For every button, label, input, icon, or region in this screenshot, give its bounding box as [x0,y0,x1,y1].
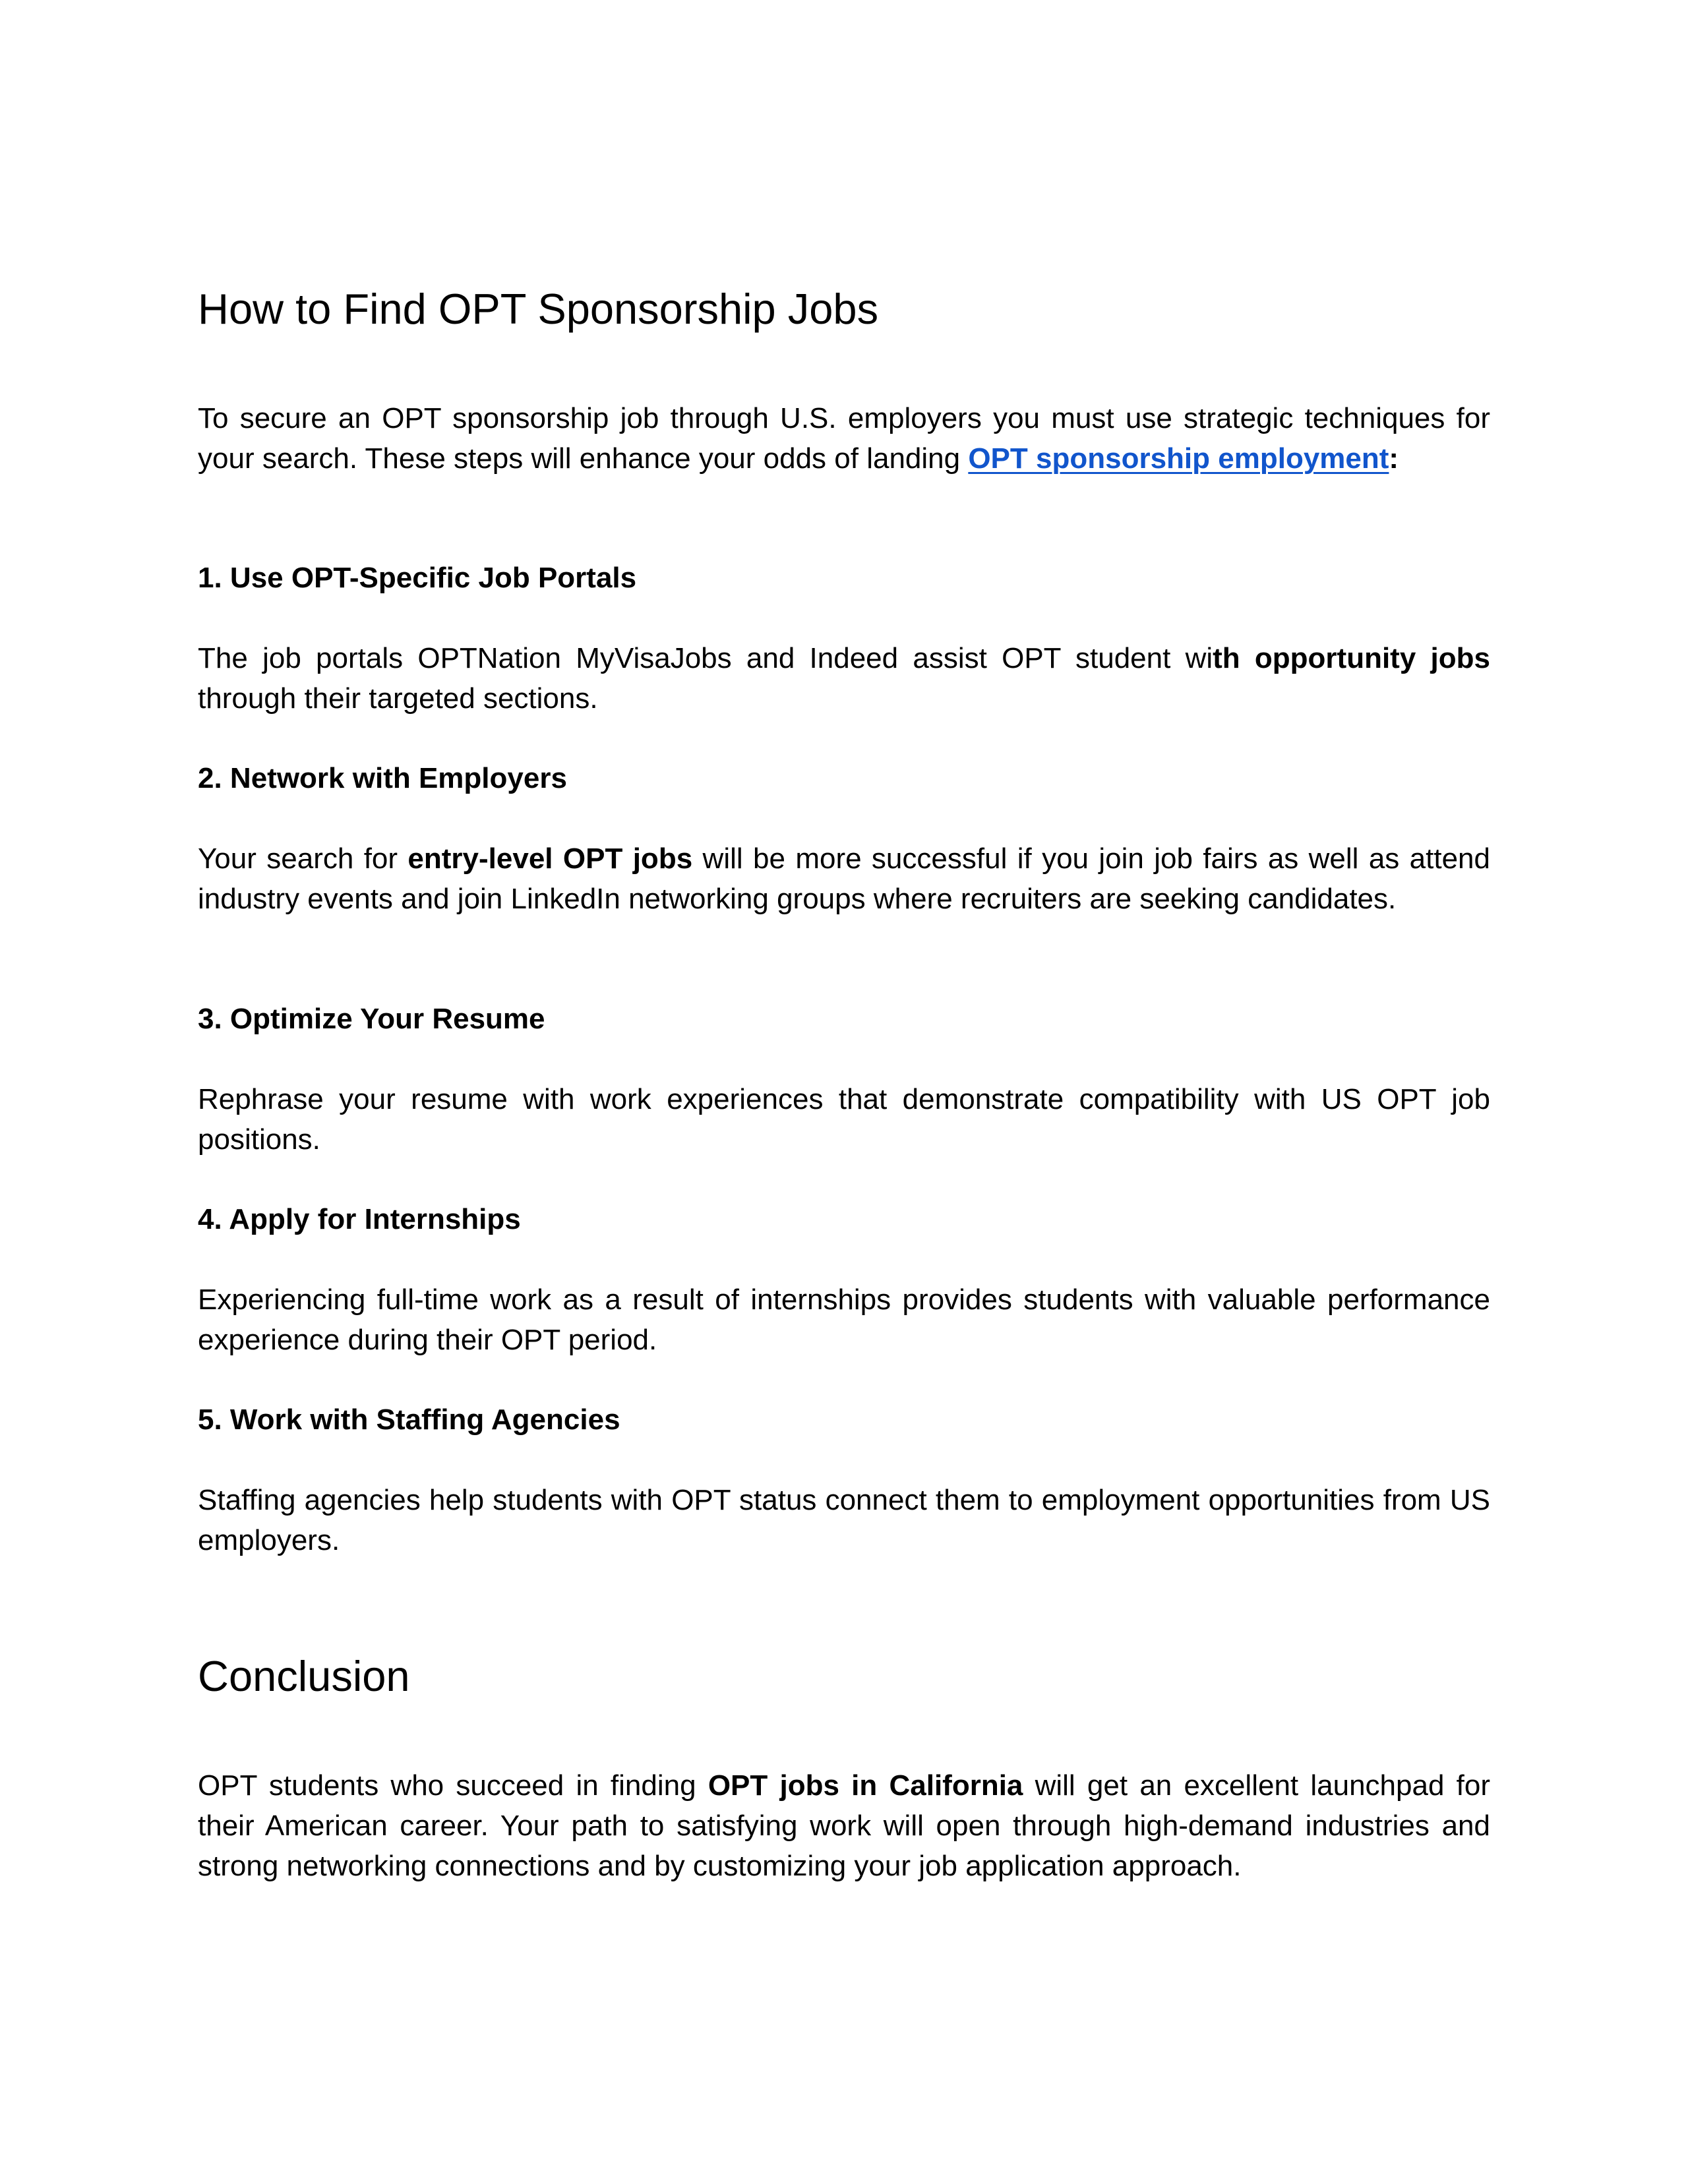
conclusion-text: OPT students who succeed in finding [198,1769,708,1802]
conclusion-bold-text: OPT jobs in California [708,1769,1023,1802]
conclusion-heading: Conclusion [198,1652,410,1700]
section-1-text: The job portals OPTNation MyVisaJobs and Indeed assist OPT student wi [198,642,1213,674]
intro-colon: : [1389,442,1399,475]
section-5-text: Staffing agencies help students with OPT status connect them to employment opportunities from US employers. [198,1484,1490,1556]
section-4-paragraph [198,1280,1490,1360]
section-2-bold-text: entry-level OPT jobs [407,842,693,875]
section-1-paragraph [198,638,1490,719]
page-title: How to Find OPT Sponsorship Jobs [198,285,879,333]
intro-text: To secure an OPT sponsorship job through U.S. employers you must use strategic techniques for your search. These steps will enhance your odds of landing [198,402,1490,475]
opt-sponsorship-employment-link[interactable]: OPT sponsorship employment [968,442,1389,475]
section-2-text: Your search for [198,842,408,875]
section-2-paragraph [198,839,1490,919]
section-1-bold-text: th opportunity jobs [1213,642,1491,674]
section-5-heading: 5. Work with Staffing Agencies [198,1403,620,1436]
section-2-heading: 2. Network with Employers [198,762,567,794]
section-4-heading: 4. Apply for Internships [198,1203,521,1235]
conclusion-text-end: will get an excellent launchpad for their American career. Your path to satisfying work will open through high-demand industries and strong networking connections and by customizing your job application approach. [198,1769,1490,1882]
section-2-text-end: will be more successful if you join job fairs as well as attend industry events and join LinkedIn networking groups where recruiters are seeking candidates. [198,842,1490,915]
section-3-paragraph [198,1079,1490,1160]
section-1-text-end: through their targeted sections. [198,682,598,715]
section-4-text: Experiencing full-time work as a result of internships provides students with valuable performance experience during their OPT period. [198,1284,1490,1356]
conclusion-paragraph [198,1765,1490,1886]
section-1-heading: 1. Use OPT-Specific Job Portals [198,562,637,594]
section-3-text: Rephrase your resume with work experiences that demonstrate compatibility with US OPT job positions. [198,1083,1490,1156]
section-5-paragraph [198,1480,1490,1560]
intro-paragraph [198,398,1490,479]
section-3-heading: 3. Optimize Your Resume [198,1003,545,1035]
